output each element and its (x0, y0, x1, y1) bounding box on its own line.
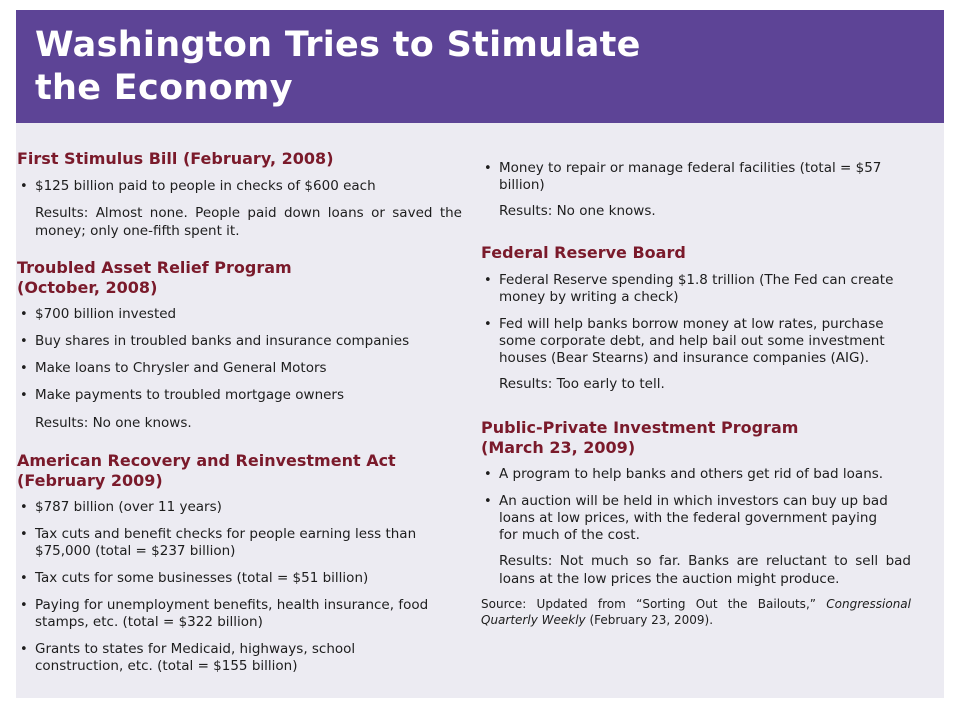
left-column (17, 145, 462, 685)
section-first-stimulus (17, 149, 462, 240)
bullet-icon: • (20, 361, 28, 376)
page-title: Washington Tries to Stimulate the Economy (35, 25, 641, 108)
list-item: • $700 billion invested (20, 306, 177, 322)
result-text: Results: Not much so far. Banks are reluctant to sell bad loans at the low prices the auction might produce. (499, 553, 911, 587)
section-heading: First Stimulus Bill (February, 2008) (17, 149, 334, 168)
section-tarp (17, 258, 462, 432)
right-column (481, 160, 911, 628)
bullet-list (481, 160, 911, 194)
source-prefix: Source: Updated from “Sorting Out the Bailouts,” (481, 597, 827, 611)
source-publication: Congressional Quarterly Weekly (481, 597, 911, 627)
list-item: • $125 billion paid to people in checks of $600 each (20, 178, 376, 194)
bullet-list (17, 499, 462, 675)
result-text: Results: No one knows. (35, 415, 192, 431)
section-arra-continued (481, 160, 911, 220)
list-item: • Make loans to Chrysler and General Motors (20, 360, 327, 376)
section-ppip (481, 418, 911, 588)
title-banner (16, 10, 944, 123)
list-item: • Federal Reserve spending $1.8 trillion (The Fed can create money by writing a check) (484, 272, 894, 305)
source-suffix: (February 23, 2009). (585, 613, 714, 627)
bullet-list (17, 178, 462, 195)
list-item: • Buy shares in troubled banks and insurance companies (20, 333, 410, 349)
bullet-icon: • (20, 388, 28, 403)
list-item: • Tax cuts and benefit checks for people earning less than $75,000 (total = $237 billion) (20, 526, 417, 559)
section-heading: Federal Reserve Board (481, 243, 686, 262)
bullet-icon: • (484, 494, 492, 509)
result-text: Results: Too early to tell. (499, 376, 665, 392)
bullet-icon: • (20, 334, 28, 349)
bullet-list (481, 466, 911, 544)
list-item: • An auction will be held in which investors can buy up bad loans at low prices, with the federal government paying for much of the cost. (484, 493, 888, 543)
section-arra (17, 451, 462, 675)
list-item: • Grants to states for Medicaid, highways, school construction, etc. (total = $155 billion) (20, 641, 356, 674)
bullet-icon: • (484, 467, 492, 482)
bullet-icon: • (20, 571, 28, 586)
list-item: • A program to help banks and others get rid of bad loans. (484, 466, 884, 482)
bullet-icon: • (20, 642, 28, 657)
section-heading: Troubled Asset Relief Program (October, 2008) (17, 258, 292, 297)
result-text: Results: No one knows. (499, 203, 656, 219)
list-item: • Fed will help banks borrow money at low rates, purchase some corporate debt, and help bail out some investment houses (Bear Stearns) and insurance companies (AIG). (484, 316, 885, 366)
bullet-icon: • (20, 527, 28, 542)
list-item: • $787 billion (over 11 years) (20, 499, 222, 515)
bullet-icon: • (484, 317, 492, 332)
bullet-icon: • (20, 598, 28, 613)
bullet-icon: • (484, 273, 492, 288)
bullet-icon: • (20, 307, 28, 322)
bullet-icon: • (20, 500, 28, 515)
list-item: • Paying for unemployment benefits, health insurance, food stamps, etc. (total = $322 billion) (20, 597, 429, 630)
bullet-list (481, 272, 911, 367)
result-text: Results: Almost none. People paid down loans or saved the money; only one-fifth spent it. (35, 205, 462, 239)
bullet-icon: • (20, 179, 28, 194)
section-fed (481, 243, 911, 393)
list-item: • Make payments to troubled mortgage owners (20, 387, 345, 403)
bullet-list (17, 306, 462, 404)
list-item: • Tax cuts for some businesses (total = $51 billion) (20, 570, 369, 586)
section-heading: American Recovery and Reinvestment Act (February 2009) (17, 451, 396, 490)
bullet-icon: • (484, 161, 492, 176)
list-item: • Money to repair or manage federal facilities (total = $57 billion) (484, 160, 882, 193)
section-heading: Public-Private Investment Program (March 23, 2009) (481, 418, 799, 457)
source-citation (481, 596, 911, 628)
